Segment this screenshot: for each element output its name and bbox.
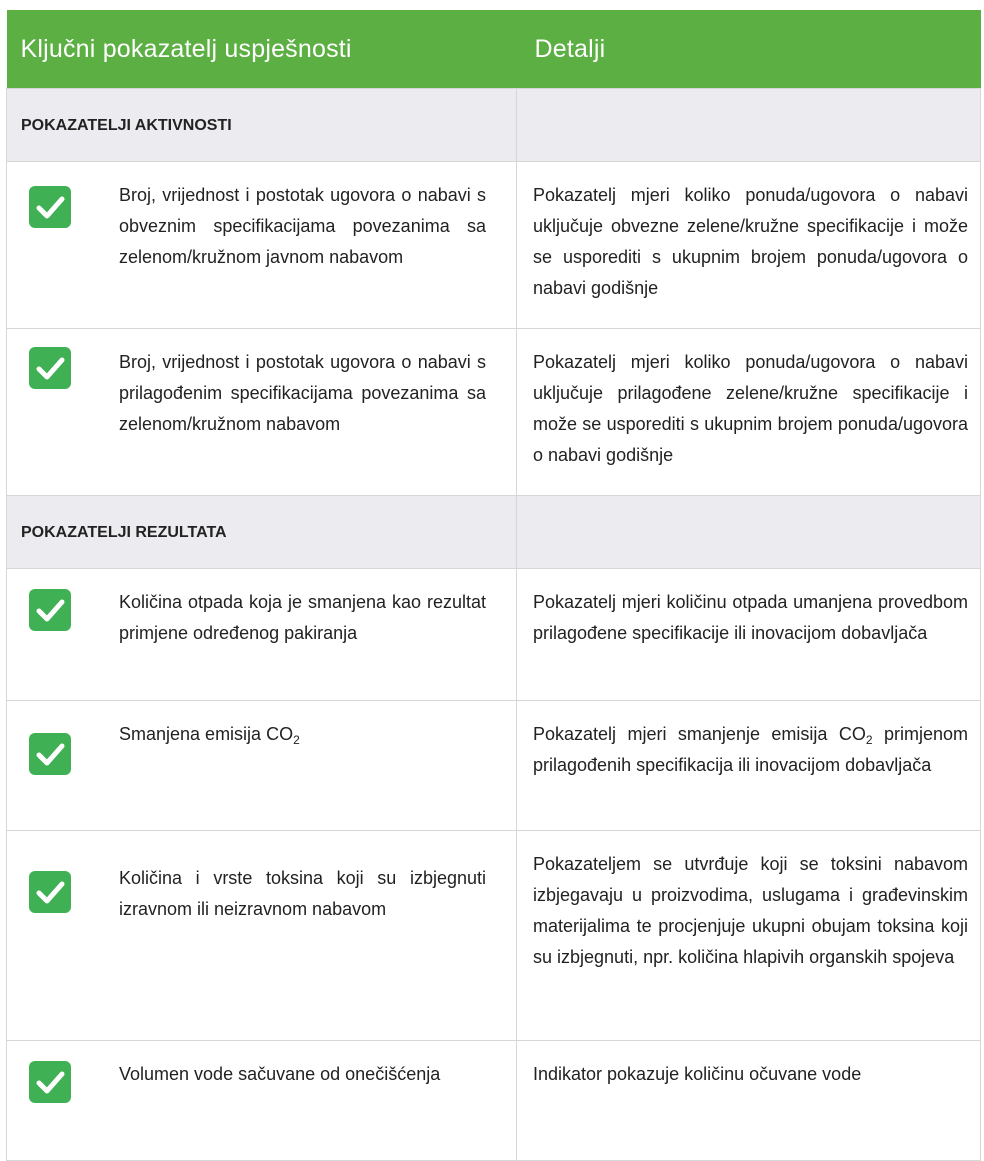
table-header-row [7,10,981,89]
section-empty-cell [517,496,981,569]
section-title: POKAZATELJI REZULTATA [7,496,517,569]
checkmark-icon [29,1061,71,1103]
indicator-cell [7,831,517,1041]
kpi-table [6,10,981,1161]
section-row-activity [7,89,981,162]
indicator-text: Količina i vrste toksina koji su izbjegnuti izravnom ili neizravnom nabavom [119,868,486,919]
indicator-cell [7,701,517,831]
indicator-text: Broj, vrijednost i postotak ugovora o nabavi s prilagođenim specifikacijama povezanima sa zelenom/kružnom nabavom [119,352,486,434]
section-row-results [7,496,981,569]
checkmark-icon [29,347,71,389]
table-row [7,1041,981,1161]
indicator-text: Smanjena emisija $CO_2$ [119,724,300,747]
indicator-cell [7,1041,517,1161]
indicator-text: Količina otpada koja je smanjena kao rezultat primjene određenog pakiranja [119,592,486,643]
indicator-cell [7,162,517,329]
checkmark-icon [29,871,71,913]
header-details: Detalji [517,10,981,89]
table-row [7,831,981,1041]
kpi-table-page [6,10,980,1150]
details-cell: Pokazatelj mjeri smanjenje emisija $CO_2$ primjenom prilagođenih specifikacija ili inovacijom dobavljača [517,701,981,831]
table-row [7,569,981,701]
details-cell: Pokazatelj mjeri količinu otpada umanjena provedbom prilagođene specifikacije ili inovacijom dobavljača [517,569,981,701]
header-indicator: Ključni pokazatelj uspješnosti [7,10,517,89]
indicator-cell [7,329,517,496]
checkmark-icon [29,186,71,228]
table-row [7,162,981,329]
table-row [7,701,981,831]
section-title: POKAZATELJI AKTIVNOSTI [7,89,517,162]
indicator-text: Volumen vode sačuvane od onečišćenja [119,1064,441,1084]
section-empty-cell [517,89,981,162]
details-cell: Pokazatelj mjeri koliko ponuda/ugovora o nabavi uključuje prilagođene zelene/kružne specifikacije i može se usporediti s ukupnim brojem ponuda/ugovora o nabavi godišnje [517,329,981,496]
details-cell: Pokazateljem se utvrđuje koji se toksini nabavom izbjegavaju u proizvodima, uslugama i građevinskim materijalima te procjenjuje ukupni obujam toksina koji su izbjegnuti, npr. količina hlapivih organskih spojeva [517,831,981,1041]
indicator-cell [7,569,517,701]
details-cell: Pokazatelj mjeri koliko ponuda/ugovora o nabavi uključuje obvezne zelene/kružne specifikacije i može se usporediti s ukupnim brojem ponuda/ugovora o nabavi godišnje [517,162,981,329]
indicator-text: Broj, vrijednost i postotak ugovora o nabavi s obveznim specifikacijama povezanima sa zelenom/kružnom javnom nabavom [119,185,486,267]
checkmark-icon [29,589,71,631]
checkmark-icon [29,733,71,775]
details-cell: Indikator pokazuje količinu očuvane vode [517,1041,981,1161]
table-row [7,329,981,496]
